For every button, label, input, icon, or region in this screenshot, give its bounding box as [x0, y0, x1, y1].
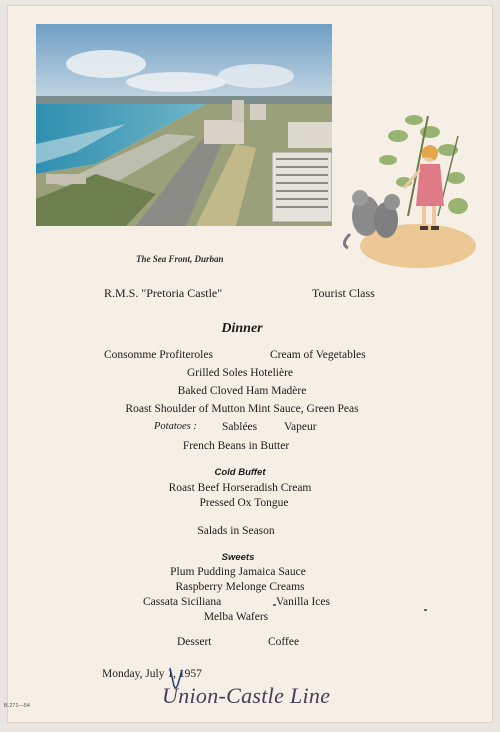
menu-item: Vanilla Ices — [276, 596, 330, 608]
ship-class: Tourist Class — [312, 286, 375, 300]
menu-date: Monday, July 1, 1957 — [102, 668, 202, 680]
menu-item: French Beans in Butter — [182, 440, 290, 452]
menu-item: Roast Beef Horseradish Cream — [168, 482, 312, 494]
menu-item: Baked Cloved Ham Madère — [177, 385, 307, 397]
menu-item: Pressed Ox Tongue — [199, 497, 289, 509]
sweets-heading: Sweets — [221, 552, 255, 563]
menu-item: Raspberry Melonge Creams — [175, 581, 305, 593]
union-castle-line-logo: Union-Castle Line — [162, 683, 331, 708]
ship-name: R.M.S. "Pretoria Castle" — [104, 286, 223, 300]
menu-item: Roast Shoulder of Mutton Mint Sauce, Green Peas — [125, 403, 359, 415]
menu-item: Grilled Soles Hotelière — [186, 367, 294, 379]
photo-caption: The Sea Front, Durban — [136, 254, 224, 264]
cold-buffet-heading: Cold Buffet — [214, 467, 266, 478]
menu-item: Cassata Siciliana — [143, 596, 222, 608]
menu-item: Salads in Season — [197, 525, 275, 537]
dinner-heading: Dinner — [221, 321, 263, 336]
menu-item: Coffee — [268, 636, 300, 648]
menu-item: Dessert — [177, 636, 212, 648]
potatoes-label: Potatoes : — [154, 421, 197, 432]
ink-dot — [424, 609, 427, 611]
girl-with-monkeys-illustration — [338, 96, 478, 272]
menu-item: Plum Pudding Jamaica Sauce — [170, 566, 306, 578]
print-code: B.271—54 — [4, 703, 30, 709]
menu-item: Sablées — [222, 421, 258, 433]
durban-seafront-photo — [36, 24, 332, 226]
menu-item: Cream of Vegetables — [270, 349, 366, 361]
menu-item: Melba Wafers — [203, 611, 269, 623]
menu-item: Consomme Profiteroles — [104, 349, 213, 361]
ink-dot — [273, 604, 276, 606]
menu-item: Vapeur — [284, 421, 317, 433]
